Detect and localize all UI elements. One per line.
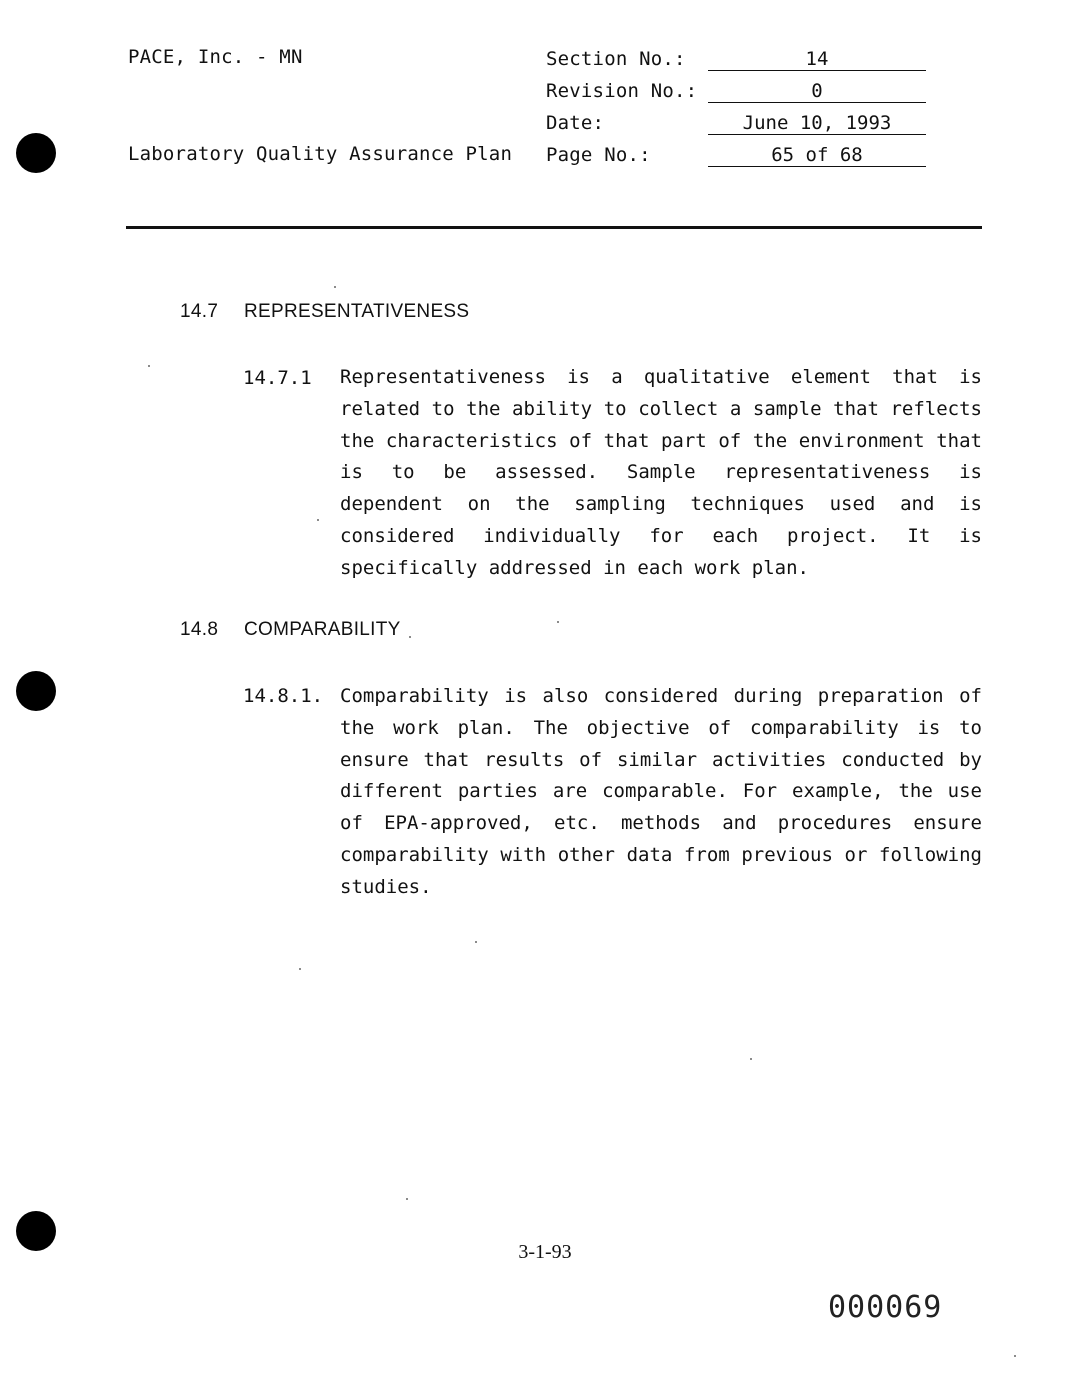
section-number: 14.7 bbox=[180, 301, 219, 322]
date-label: Date: bbox=[546, 112, 605, 134]
paragraph-text: Representativeness is a qualitative element that is related to the ability to collect a sample that reflects the characteristics of that part of the environment that is to be assessed. Sample representativeness is dependent on the sampling techniques used and is considered individually for each project. It is specifically addressed in each work plan. bbox=[340, 366, 982, 579]
scan-speck bbox=[299, 968, 301, 970]
date-value: June 10, 1993 bbox=[708, 112, 926, 135]
scan-speck bbox=[317, 519, 319, 521]
section-heading bbox=[180, 619, 401, 641]
page-value: 65 of 68 bbox=[708, 144, 926, 167]
page-label: Page No.: bbox=[546, 144, 651, 166]
scan-speck bbox=[1014, 1355, 1016, 1357]
section-title: COMPARABILITY bbox=[244, 619, 401, 640]
section-heading bbox=[180, 301, 469, 323]
revision-value: 0 bbox=[708, 80, 926, 103]
section-number: 14.8 bbox=[180, 619, 219, 640]
footer-date: 3-1-93 bbox=[518, 1241, 572, 1263]
bates-stamp: 000069 bbox=[828, 1290, 943, 1325]
scan-speck bbox=[406, 1198, 408, 1200]
scan-speck bbox=[475, 941, 477, 943]
paragraph-text: Comparability is also considered during preparation of the work plan. The objective of comparability is to ensure that results of similar activities conducted by different parties are comparable. For example, the use of EPA-approved, etc. methods and procedures ensure comparability with other data from previous or following studies. bbox=[340, 685, 982, 898]
punch-hole bbox=[16, 671, 56, 711]
punch-hole bbox=[16, 133, 56, 173]
paragraph-number: 14.7.1 bbox=[243, 367, 312, 389]
company-name: PACE, Inc. - MN bbox=[128, 46, 303, 68]
punch-hole bbox=[16, 1211, 56, 1251]
paragraph-number: 14.8.1. bbox=[243, 685, 324, 707]
scan-speck bbox=[557, 621, 559, 623]
section-title: REPRESENTATIVENESS bbox=[244, 301, 470, 322]
scan-speck bbox=[334, 286, 336, 288]
scan-speck bbox=[750, 1058, 752, 1060]
section-value: 14 bbox=[708, 48, 926, 71]
header-rule bbox=[126, 226, 982, 229]
revision-label: Revision No.: bbox=[546, 80, 698, 102]
section-label: Section No.: bbox=[546, 48, 686, 70]
scan-speck bbox=[409, 636, 411, 638]
scan-speck bbox=[148, 365, 150, 367]
plan-title: Laboratory Quality Assurance Plan bbox=[128, 143, 513, 165]
